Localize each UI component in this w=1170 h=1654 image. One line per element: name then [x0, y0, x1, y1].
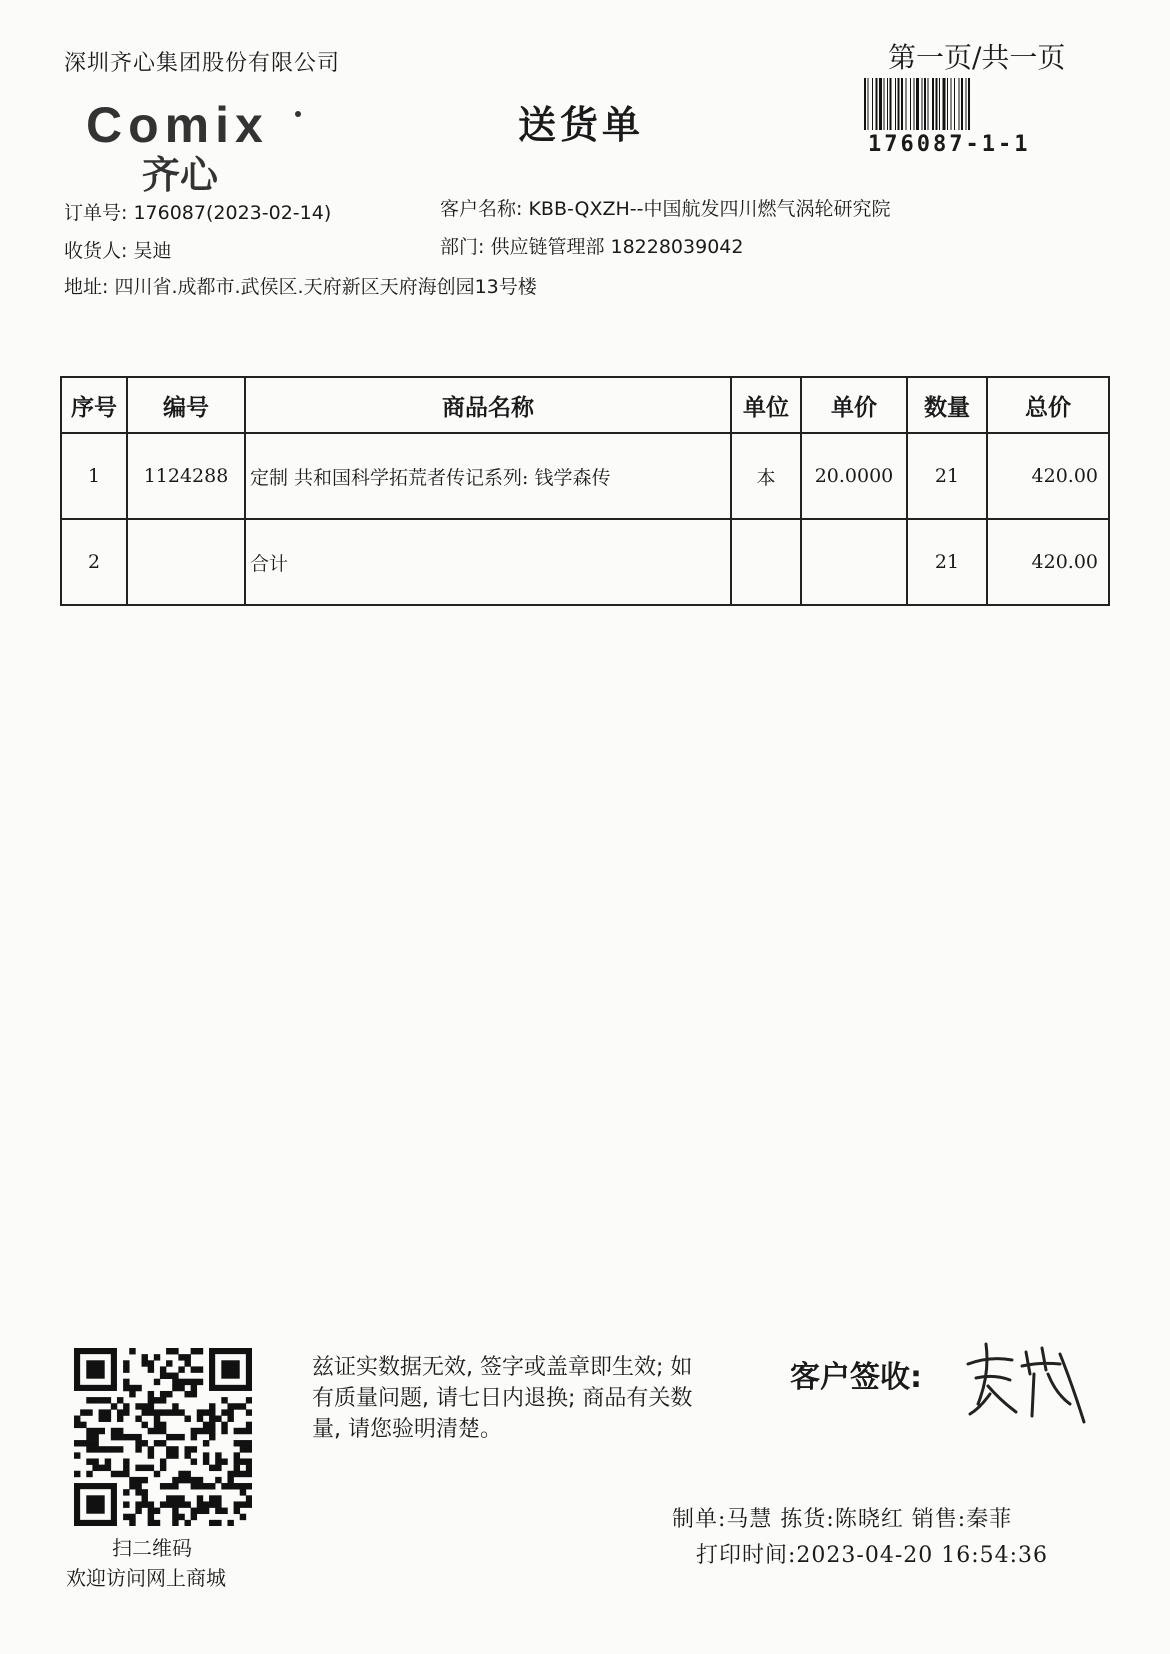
dept-value: 供应链管理部 18228039042: [490, 236, 744, 258]
barcode-number: 176087-1-1: [868, 132, 1031, 157]
cell-price: [801, 519, 907, 605]
customer-value: KBB-QXZH--中国航发四川燃气涡轮研究院: [528, 198, 891, 220]
document-title: 送货单: [518, 103, 645, 147]
staff-info: 制单:马慧 拣货:陈晓红 销售:秦菲: [672, 1507, 1013, 1532]
qr-caption-scan: 扫二维码: [112, 1536, 192, 1560]
header-total: 总价: [987, 377, 1109, 433]
header-qty: 数量: [907, 377, 987, 433]
cell-seq: 1: [61, 433, 127, 519]
cell-code: [127, 519, 245, 605]
items-table: [60, 376, 1110, 606]
logo-sub: 齐心: [142, 153, 219, 192]
cell-total: 420.00: [987, 519, 1109, 605]
qr-caption-visit: 欢迎访问网上商城: [66, 1566, 226, 1590]
cell-code: 1124288: [127, 433, 245, 519]
comix-logo: [86, 100, 304, 192]
address-label: 地址:: [64, 276, 109, 298]
order-value: 176087(2023-02-14): [133, 202, 332, 224]
cell-name: 合计: [245, 519, 731, 605]
barcode: [862, 78, 1062, 130]
receiver-value: 吴迪: [133, 240, 172, 262]
header-seq: 序号: [61, 377, 127, 433]
qr-code: [74, 1348, 252, 1526]
cell-qty: 21: [907, 433, 987, 519]
customer-sign-label: 客户签收:: [790, 1360, 922, 1395]
table-row: [61, 433, 1109, 519]
receiver-label: 收货人:: [64, 240, 128, 262]
header-code: 编号: [127, 377, 245, 433]
print-time: 打印时间:2023-04-20 16:54:36: [696, 1543, 1049, 1568]
header-name: 商品名称: [245, 377, 731, 433]
address: [64, 272, 537, 299]
cell-name: 定制 共和国科学拓荒者传记系列: 钱学森传: [245, 433, 731, 519]
company-name: 深圳齐心集团股份有限公司: [64, 51, 341, 76]
order-number: [64, 198, 331, 225]
dept-label: 部门:: [440, 236, 485, 258]
table-row-total: [61, 519, 1109, 605]
order-label: 订单号:: [64, 202, 128, 224]
logo-text: Comix: [86, 100, 269, 153]
cell-seq: 2: [61, 519, 127, 605]
cell-price: 20.0000: [801, 433, 907, 519]
header-price: 单价: [801, 377, 907, 433]
address-value: 四川省.成都市.武侯区.天府新区天府海创园13号楼: [114, 276, 537, 298]
header-unit: 单位: [731, 377, 801, 433]
customer-name: [440, 194, 891, 221]
customer-label: 客户名称:: [440, 198, 523, 220]
table-header-row: [61, 377, 1109, 433]
page-indicator: 第一页/共一页: [888, 41, 1066, 74]
receiver: [64, 236, 171, 263]
notice-text: 兹证实数据无效, 签字或盖章即生效; 如有质量问题, 请七日内退换; 商品有关数量, 请您验明清楚。: [312, 1355, 693, 1442]
cell-total: 420.00: [987, 433, 1109, 519]
department: [440, 232, 743, 259]
cell-qty: 21: [907, 519, 987, 605]
cell-unit: [731, 519, 801, 605]
cell-unit: 本: [731, 433, 801, 519]
handwritten-signature: [960, 1334, 1090, 1424]
